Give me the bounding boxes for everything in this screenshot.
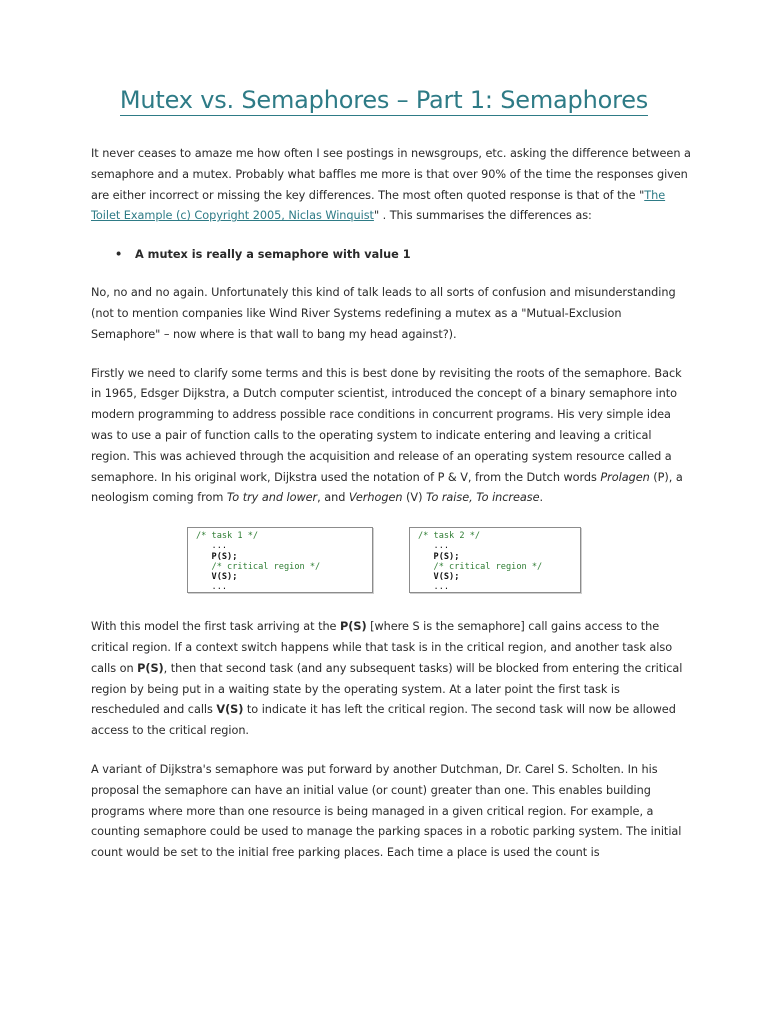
variant-paragraph: A variant of Dijkstra's semaphore was put forward by another Dutchman, Dr. Carel S. Scholten. In his proposal the semaphore can have an initial value (or count) greater than one. This enables building programs where more than one resource is being managed in a given critical region. For example, a counting semaphore could be used to manage the parking spaces in a robotic parking system. The initial count would be set to the initial free parking places. Each time a place is used the count is [91, 762, 682, 860]
model-text-1: With this model the first task arriving at the [91, 620, 341, 634]
article-body [91, 144, 691, 882]
bullet-list [91, 245, 691, 265]
ps-call-2: P(S) [137, 661, 164, 675]
ps-call-1: P(S) [340, 620, 367, 634]
code-region-comment: /* critical region */ [433, 561, 543, 572]
code-line [418, 562, 580, 572]
code-line [418, 541, 580, 551]
code-line [196, 572, 372, 582]
task1-code-box [187, 527, 373, 593]
toilet-example-link[interactable]: The Toilet Example (c) Copyright 2005, Niclas Winquist [91, 188, 666, 223]
code-line [196, 552, 372, 562]
code-line [196, 562, 372, 572]
code-region-comment: /* critical region */ [211, 561, 321, 572]
code-dots: ... [211, 582, 228, 593]
verhogen-word: Verhogen [348, 491, 403, 505]
model-text-4: to indicate it has left the critical region. The second task will now be allowed access to the critical region. [91, 703, 676, 738]
list-item [115, 245, 691, 265]
bullet-text: A mutex is really a semaphore with value 1 [135, 248, 411, 262]
code-p-call: P(S); [433, 551, 460, 562]
code-figure [91, 527, 691, 599]
code-line [418, 572, 580, 582]
code-p-call: P(S); [211, 551, 238, 562]
code-dots: ... [433, 541, 450, 552]
code-dots: ... [211, 541, 228, 552]
code-line [196, 541, 372, 551]
task2-code-box [409, 527, 581, 593]
intro-text-1: It never ceases to amaze me how often I see postings in newsgroups, etc. asking the difference between a semaphore and a mutex. Probably what baffles me more is that over 90% of the time the responses given are either incorrect or missing the key differences. The most often quoted response is that of the " [91, 147, 691, 202]
page-title [0, 86, 768, 114]
firstly-paragraph [91, 364, 691, 510]
try-lower-phrase: To try and lower [226, 491, 318, 505]
firstly-text: Firstly we need to clarify some terms and this is best done by revisiting the roots of the semaphore. Back in 1965, Edsger Dijkstra, a Dutch computer scientist, introduced the concept of a binary semaphore into modern programming to address possible race conditions in concurrent programs. His very simple idea was to use a pair of function calls to the operating system to indicate entering and leaving a critical region. This was achieved through the acquisition and release of an operating system resource called a semaphore. In his original work, Dijkstra used the notation of P & V, from the Dutch words [91, 366, 682, 484]
code-comment: /* task 2 */ [418, 531, 481, 542]
prolagen-word: Prolagen [600, 470, 650, 484]
intro-paragraph [91, 144, 691, 227]
bullet-icon: • [115, 248, 123, 262]
vs-call: V(S) [216, 703, 244, 717]
firstly-text-4: (V) [402, 491, 426, 505]
firstly-text-3: , and [317, 491, 349, 505]
model-text-3: , then that second task (and any subsequent tasks) will be blocked from entering the critical region by being put in a waiting state by the operating system. At a later point the first task is rescheduled and calls [91, 661, 683, 717]
model-text-2: [where S is the semaphore] call gains access to the critical region. If a context switch happens while that task is in the critical region, and another task also calls on [91, 620, 673, 675]
code-comment: /* task 1 */ [196, 531, 259, 542]
model-paragraph [91, 617, 691, 742]
code-line [196, 582, 372, 592]
code-line [418, 582, 580, 592]
to-raise-phrase: To raise, To increase [425, 491, 540, 505]
no-paragraph: No, no and no again. Unfortunately this kind of talk leads to all sorts of confusion and misunderstanding (not to mention companies like Wind River Systems redefining a mutex as a "Mutual-Exclusion Semaphore" – now where is that wall to bang my head against?). [91, 286, 676, 341]
code-v-call: V(S); [433, 571, 460, 582]
firstly-text-end: . [539, 491, 544, 505]
page-title-text: Mutex vs. Semaphores – Part 1: Semaphores [119, 86, 649, 114]
intro-text-2: " . This summarises the differences as: [373, 209, 592, 223]
firstly-text-2: (P), a neologism coming from [91, 470, 683, 505]
code-line [418, 552, 580, 562]
code-dots: ... [433, 582, 450, 593]
code-v-call: V(S); [211, 571, 238, 582]
